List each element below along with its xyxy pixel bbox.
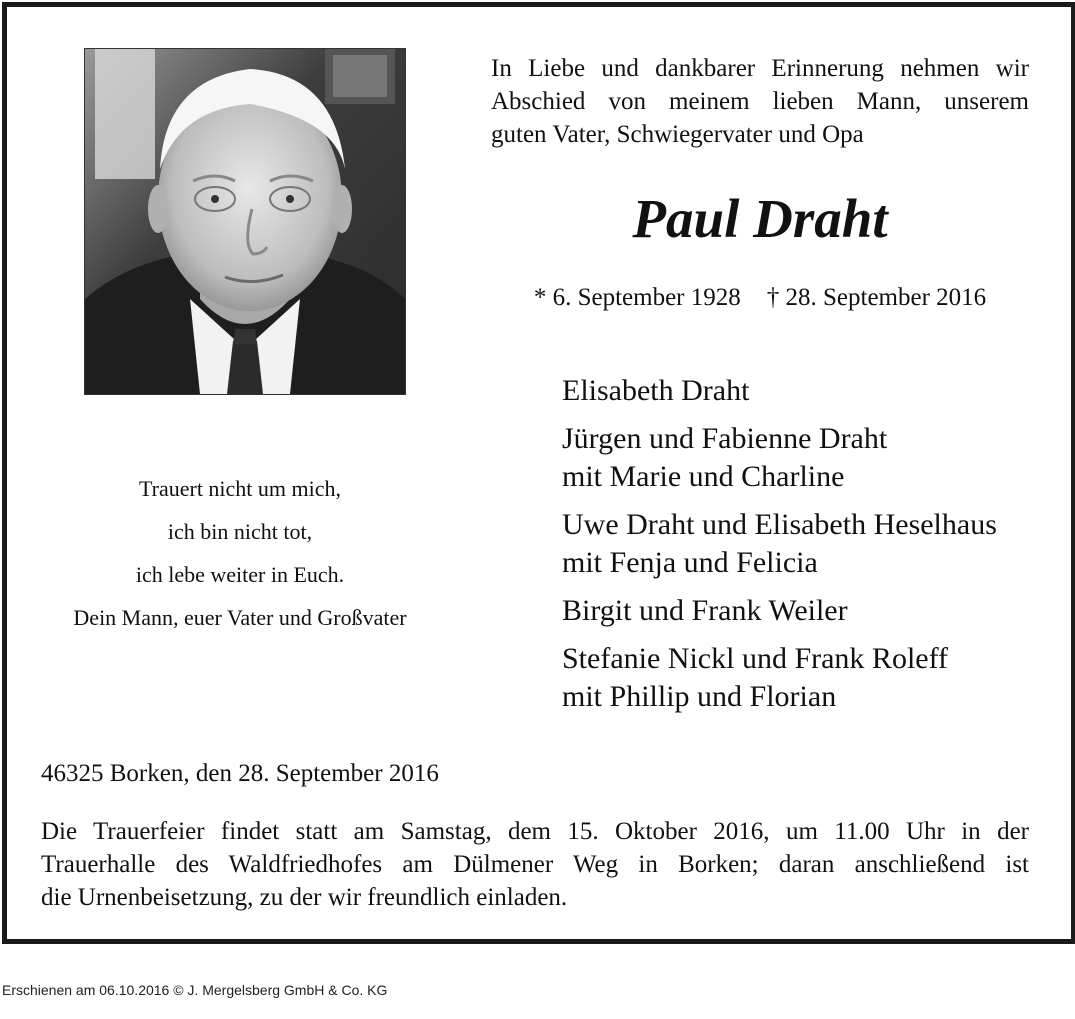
place-date: 46325 Borken, den 28. September 2016 — [41, 760, 439, 787]
family-line: mit Phillip und Florian — [562, 680, 837, 713]
ceremony-line: die Urnenbeisetzung, zu der wir freundlich einladen. — [41, 884, 568, 911]
family-group — [562, 420, 1042, 496]
death-date: † 28. September 2016 — [766, 284, 987, 311]
family-list — [562, 372, 1042, 726]
family-line: Uwe Draht und Elisabeth Heselhaus — [562, 508, 997, 541]
life-dates — [491, 282, 1029, 314]
ceremony-line: Trauerhalle des Waldfriedhofes am Dülmener Weg in Borken; daran anschließend ist — [41, 851, 1029, 878]
intro-text — [491, 52, 1029, 151]
family-line: Stefanie Nickl und Frank Roleff — [562, 642, 949, 675]
intro-line: guten Vater, Schwiegervater und Opa — [491, 121, 864, 148]
family-line: mit Marie und Charline — [562, 460, 845, 493]
portrait-photo-icon — [85, 49, 405, 394]
family-group — [562, 592, 1042, 630]
quote-line: Dein Mann, euer Vater und Großvater — [73, 605, 407, 630]
family-line: Birgit und Frank Weiler — [562, 594, 848, 627]
publication-footer: Erschienen am 06.10.2016 © J. Mergelsberg GmbH & Co. KG — [2, 982, 388, 998]
quote-line: ich bin nicht tot, — [167, 519, 313, 544]
family-line: Elisabeth Draht — [562, 374, 750, 407]
deceased-name: Paul Draht — [632, 188, 888, 249]
portrait-photo — [84, 48, 406, 395]
family-line: mit Fenja und Felicia — [562, 546, 818, 579]
intro-line: In Liebe und dankbarer Erinnerung nehmen wir — [491, 55, 1029, 82]
intro-line: Abschied von meinem lieben Mann, unserem — [491, 88, 1029, 115]
memorial-quote — [30, 467, 450, 639]
quote-line: Trauert nicht um mich, — [138, 476, 342, 501]
ceremony-line: Die Trauerfeier findet statt am Samstag, dem 15. Oktober 2016, um 11.00 Uhr in der — [41, 818, 1029, 845]
birth-date: * 6. September 1928 — [533, 284, 741, 311]
ceremony-text — [41, 815, 1029, 914]
family-group — [562, 372, 1042, 410]
family-group — [562, 640, 1042, 716]
family-line: Jürgen und Fabienne Draht — [562, 422, 888, 455]
family-group — [562, 506, 1042, 582]
quote-line: ich lebe weiter in Euch. — [135, 562, 345, 587]
